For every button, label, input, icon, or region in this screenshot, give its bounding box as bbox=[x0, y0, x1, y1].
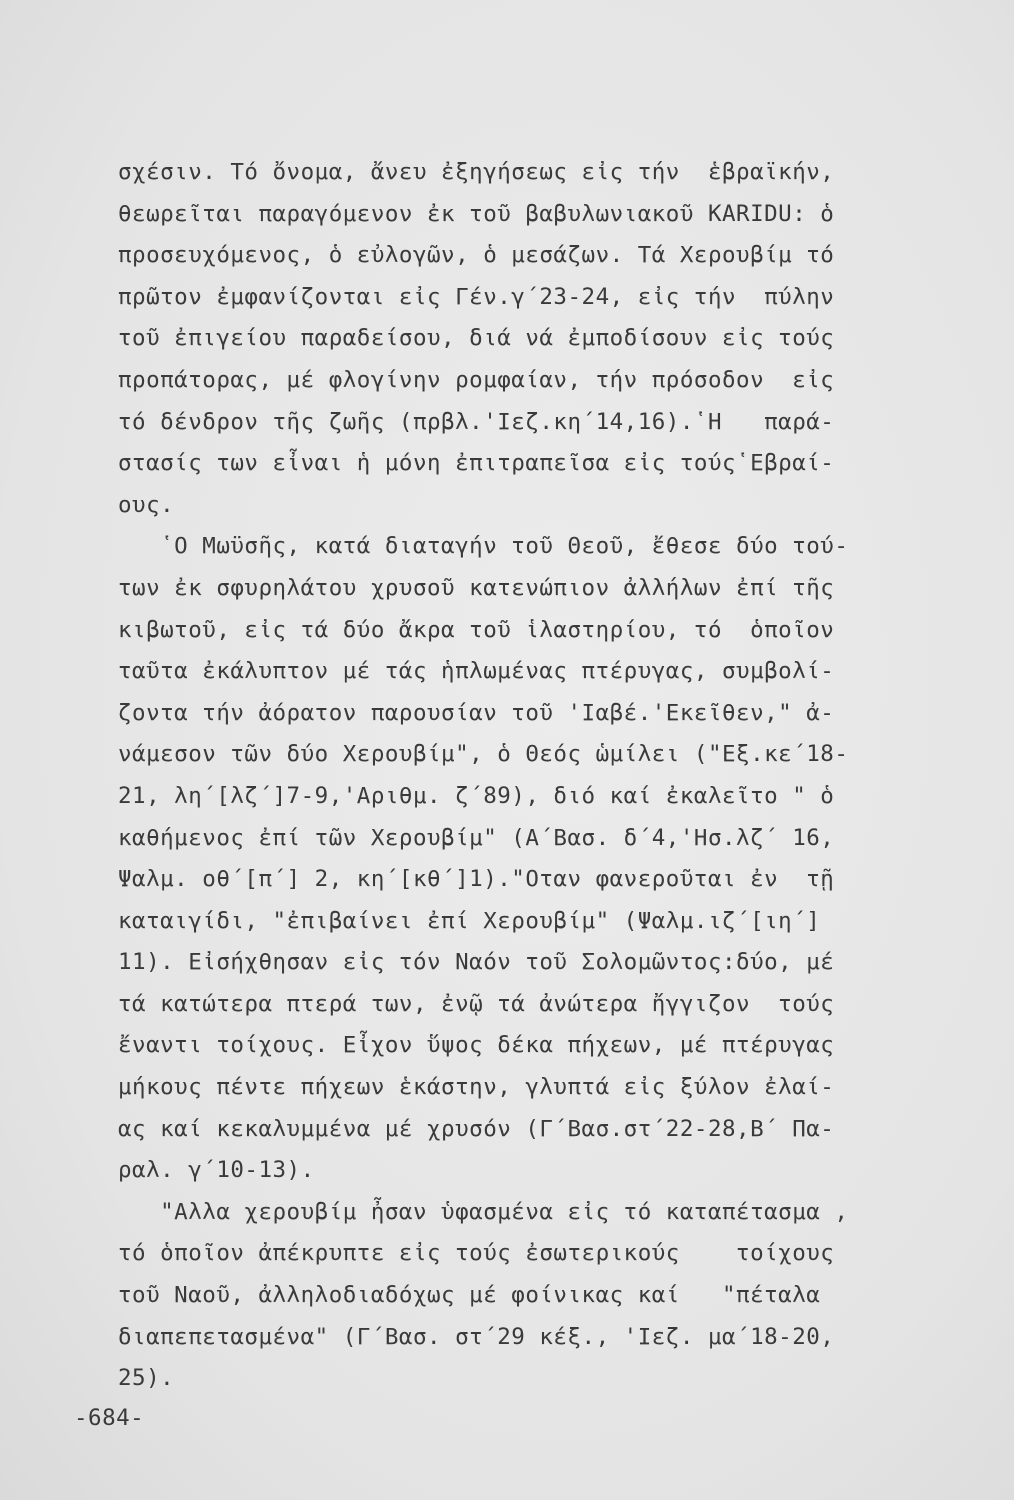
text-line: τό ὁποῖον ἀπέκρυπτε εἰς τούς ἐσωτερικούς τοίχους bbox=[118, 1240, 835, 1267]
text-line: ους. bbox=[118, 491, 175, 518]
text-line: προσευχόμενος, ὁ εὐλογῶν, ὁ μεσάζων. Τά Χερουβίμ τό bbox=[118, 242, 835, 269]
text-line: τό δένδρον τῆς ζωῆς (πρβλ.'Ιεζ.κη΄14,16).῾Η παρά- bbox=[118, 408, 835, 435]
text-line: "Αλλα χερουβίμ ἦσαν ὑφασμένα εἰς τό καταπέτασμα , bbox=[118, 1198, 849, 1225]
text-line: ζοντα τήν ἀόρατον παρουσίαν τοῦ 'Ιαβέ.'Εκεῖθεν," ἀ- bbox=[118, 699, 835, 726]
text-line: τοῦ Ναοῦ, ἀλληλοδιαδόχως μέ φοίνικας καί "πέταλα bbox=[118, 1282, 821, 1309]
text-line: 11). Εἰσήχθησαν εἰς τόν Ναόν τοῦ Σολομῶντος:δύο, μέ bbox=[118, 949, 835, 976]
page-number: -684- bbox=[74, 1405, 145, 1431]
text-line: 21, λη΄[λζ΄]7-9,'Αριθμ. ζ΄89), διό καί ἐκαλεῖτο " ὁ bbox=[118, 782, 835, 809]
text-line: θεωρεῖται παραγόμενον ἐκ τοῦ βαβυλωνιακοῦ KARIDU: ὁ bbox=[118, 200, 835, 227]
text-line: καταιγίδι, "ἐπιβαίνει ἐπί Χερουβίμ" (Ψαλμ.ιζ΄[ιη΄] bbox=[118, 907, 821, 934]
text-line: καθήμενος ἐπί τῶν Χερουβίμ" (Α΄Βασ. δ΄4,'Ησ.λζ΄ 16, bbox=[118, 824, 835, 851]
text-line: τά κατώτερα πτερά των, ἐνῷ τά ἀνώτερα ἤγγιζον τούς bbox=[118, 990, 835, 1017]
text-line: στασίς των εἶναι ἡ μόνη ἐπιτραπεῖσα εἰς τούς῾Εβραί- bbox=[118, 450, 835, 477]
text-line: ας καί κεκαλυμμένα μέ χρυσόν (Γ΄Βασ.στ΄22-28,Β΄ Πα- bbox=[118, 1115, 835, 1142]
text-line: ῾Ο Μωϋσῆς, κατά διαταγήν τοῦ Θεοῦ, ἔθεσε δύο τού- bbox=[118, 533, 849, 560]
text-line: Ψαλμ. οθ΄[π΄] 2, κη΄[κθ΄]1)."Οταν φανεροῦται ἐν τῇ bbox=[118, 866, 835, 893]
text-line: ταῦτα ἐκάλυπτον μέ τάς ἡπλωμένας πτέρυγας, συμβολί- bbox=[118, 658, 835, 685]
text-line: σχέσιν. Τό ὄνομα, ἄνευ ἐξηγήσεως εἰς τήν ἑβραϊκήν, bbox=[118, 159, 835, 185]
text-line: προπάτορας, μέ φλογίνην ρομφαίαν, τήν πρόσοδον εἰς bbox=[118, 366, 835, 393]
text-line: πρῶτον ἐμφανίζονται εἰς Γέν.γ΄23-24, εἰς τήν πύλην bbox=[118, 283, 835, 310]
text-line: ραλ. γ΄10-13). bbox=[118, 1157, 315, 1184]
body-text bbox=[118, 152, 960, 1400]
text-line: ἔναντι τοίχους. Εἶχον ὕψος δέκα πήχεων, μέ πτέρυγας bbox=[118, 1032, 835, 1059]
text-line: κιβωτοῦ, εἰς τά δύο ἄκρα τοῦ ἱλαστηρίου, τό ὁποῖον bbox=[118, 616, 835, 643]
text-line: 25). bbox=[118, 1365, 175, 1392]
text-line: νάμεσον τῶν δύο Χερουβίμ", ὁ Θεός ὡμίλει ("Εξ.κε΄18- bbox=[118, 741, 849, 768]
text-line: τοῦ ἐπιγείου παραδείσου, διά νά ἐμποδίσουν εἰς τούς bbox=[118, 325, 835, 352]
text-line: των ἐκ σφυρηλάτου χρυσοῦ κατενώπιον ἀλλήλων ἐπί τῆς bbox=[118, 574, 835, 601]
text-line: μήκους πέντε πήχεων ἑκάστην, γλυπτά εἰς ξύλον ἐλαί- bbox=[118, 1074, 835, 1101]
text-line: διαπεπετασμένα" (Γ΄Βασ. στ΄29 κέξ., 'Ιεζ. μα΄18-20, bbox=[118, 1323, 835, 1350]
